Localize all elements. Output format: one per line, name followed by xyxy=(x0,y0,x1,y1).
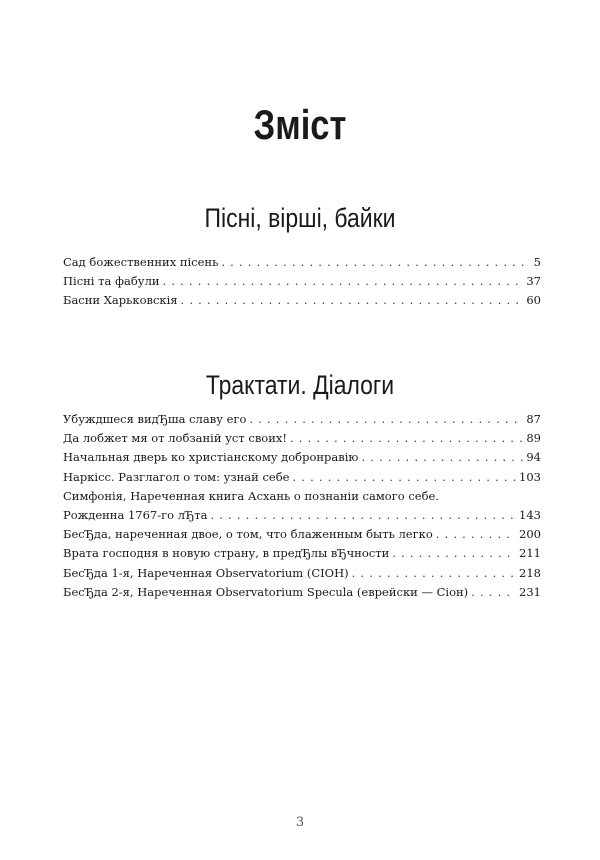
leader-dots xyxy=(210,506,516,525)
toc-entry[interactable] xyxy=(63,487,541,506)
entry-page: 200 xyxy=(519,527,541,542)
leader-dots xyxy=(163,272,524,291)
entry-title: Врата господня в новую страну, в предЂлы вЂчности xyxy=(63,546,390,561)
entry-page: 211 xyxy=(519,546,541,561)
leader-dots xyxy=(352,564,516,583)
entry-title: БесЂда 2-я, Нареченная Observatorium Specula (еврейски — Сіон) xyxy=(63,584,469,599)
leader-dots xyxy=(471,583,516,602)
toc-entry[interactable] xyxy=(63,564,541,583)
entry-page: 143 xyxy=(519,507,541,522)
entry-title: БесЂда, нареченная двое, о том, что блаженным быть легко xyxy=(63,527,433,542)
entry-title: Басни Харьковскія xyxy=(63,293,178,308)
toc-list-songs xyxy=(63,253,541,311)
toc-entry[interactable] xyxy=(63,291,541,310)
entry-page: 94 xyxy=(526,450,541,465)
toc-entry[interactable] xyxy=(63,410,541,429)
leader-dots xyxy=(361,448,523,467)
section-heading-treatises: Трактати. Діалоги xyxy=(205,370,395,400)
section-heading-songs: Пісні, вірші, байки xyxy=(204,203,396,233)
entry-page: 37 xyxy=(526,274,541,289)
entry-page: 218 xyxy=(519,565,541,580)
entry-title: Рожденна 1767-го лЂта xyxy=(63,507,208,522)
leader-dots xyxy=(249,410,523,429)
entry-page: 103 xyxy=(519,469,541,484)
toc-entry[interactable] xyxy=(63,544,541,563)
entry-title: Наркісс. Разглагол о том: узнай себе xyxy=(63,469,290,484)
toc-list-treatises xyxy=(63,410,541,602)
page-number: 3 xyxy=(295,815,305,830)
toc-entry[interactable] xyxy=(63,253,541,272)
toc-entry[interactable] xyxy=(63,272,541,291)
entry-title: Начальная дверь ко христіанскому добронравію xyxy=(63,450,359,465)
toc-entry[interactable] xyxy=(63,506,541,525)
entry-page: 89 xyxy=(526,431,541,446)
leader-dots xyxy=(392,544,516,563)
entry-title: Симфонія, Нареченная книга Асхань о познаніи самого себе. xyxy=(63,488,439,503)
toc-entry[interactable] xyxy=(63,525,541,544)
entry-page: 5 xyxy=(533,255,541,269)
entry-page: 60 xyxy=(526,293,541,308)
toc-entry[interactable] xyxy=(63,583,541,602)
leader-dots xyxy=(290,429,523,448)
entry-page: 87 xyxy=(526,412,541,426)
entry-title: Да лобжет мя от лобзаній уст своих! xyxy=(63,431,287,446)
toc-entry[interactable] xyxy=(63,448,541,467)
page-title: Зміст xyxy=(253,101,347,148)
entry-title: Убуждшеся видЂша славу его xyxy=(63,412,247,426)
entry-page: 231 xyxy=(519,584,541,599)
leader-dots xyxy=(436,525,516,544)
entry-title: БесЂда 1-я, Нареченная Observatorium (СІОН) xyxy=(63,565,349,580)
entry-title: Сад божественних пісень xyxy=(63,255,219,269)
leader-dots xyxy=(221,253,530,272)
toc-entry[interactable] xyxy=(63,468,541,487)
leader-dots xyxy=(292,468,516,487)
leader-dots xyxy=(181,291,524,310)
toc-entry[interactable] xyxy=(63,429,541,448)
entry-title: Пісні та фабули xyxy=(63,274,160,289)
